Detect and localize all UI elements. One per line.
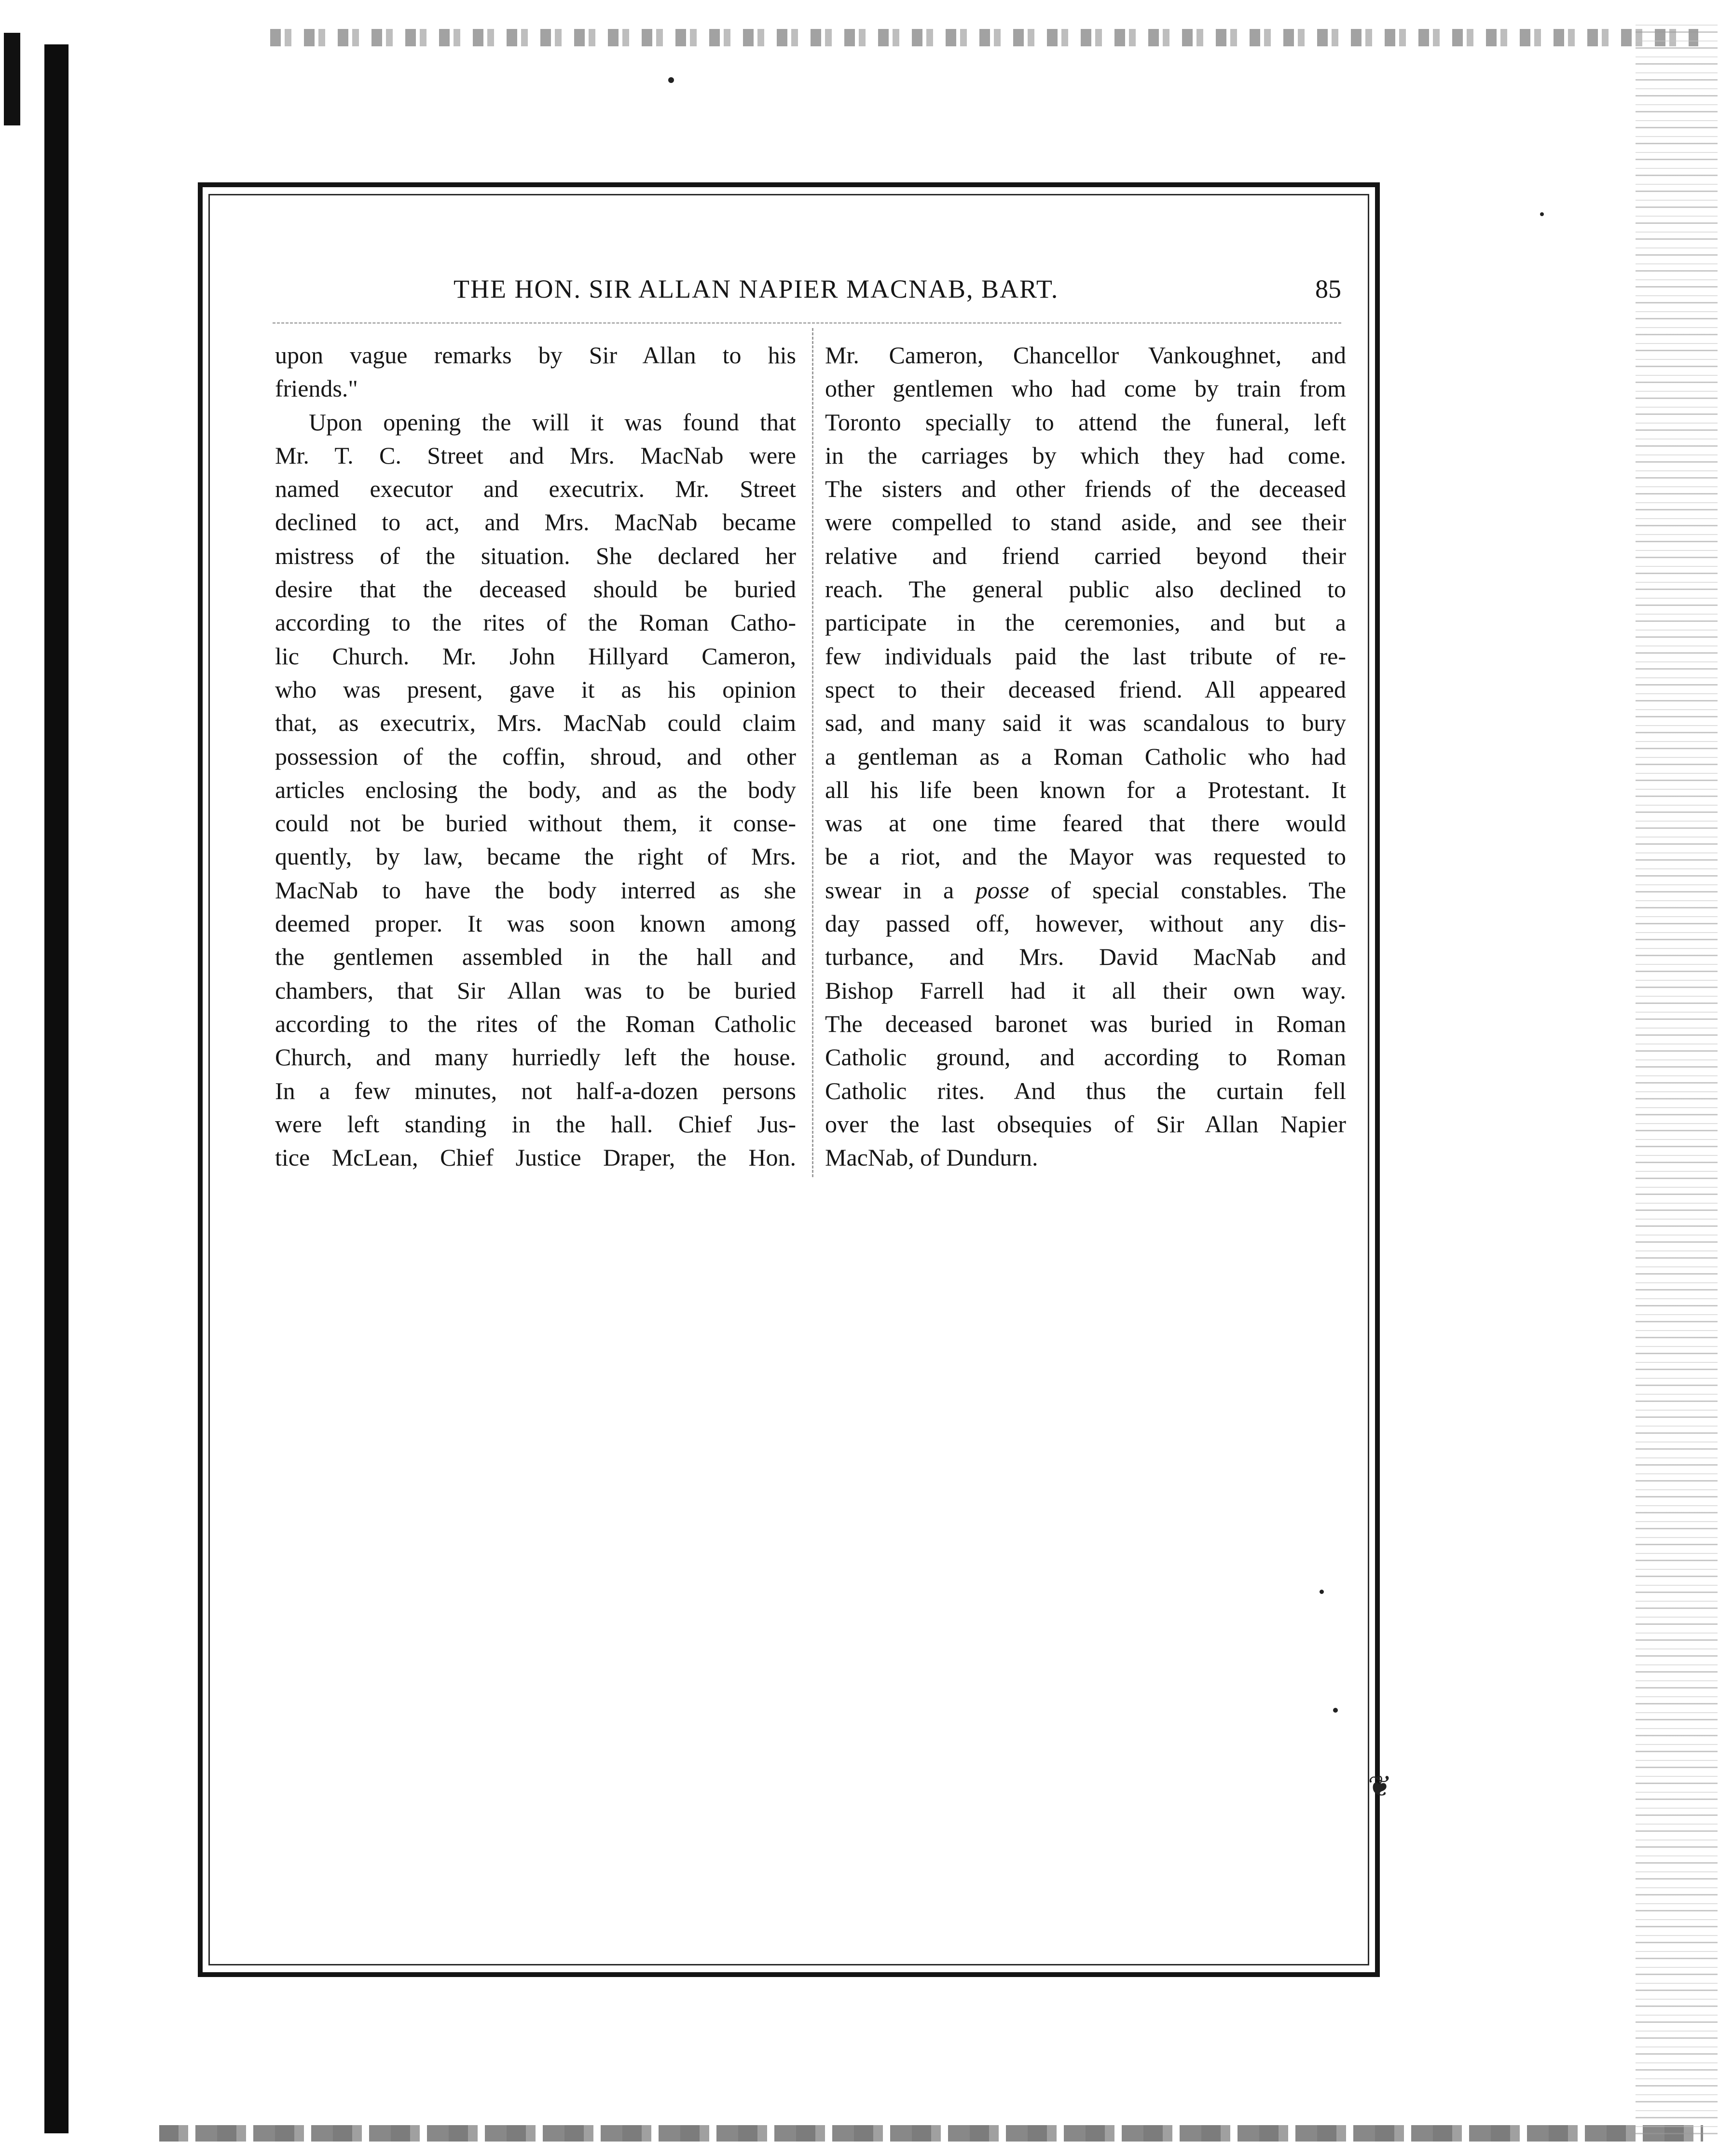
text-line: Catholic ground, and according to Roman <box>825 1044 1346 1071</box>
text-line: Mr. T. C. Street and Mrs. MacNab were <box>275 441 796 469</box>
text-line: swear in a posse of special constables. The <box>825 876 1347 904</box>
text-line: over the last obsequies of Sir Allan Napier <box>825 1110 1346 1138</box>
text-line: the gentlemen assembled in the hall and <box>275 943 796 971</box>
text-line: Bishop Farrell had it all their own way. <box>825 976 1346 1004</box>
text-line: lic Church. Mr. John Hillyard Cameron, <box>275 642 796 670</box>
text-line: other gentlemen who had come by train from <box>825 375 1346 402</box>
text-line: named executor and executrix. Mr. Street <box>275 475 796 503</box>
text-line: few individuals paid the last tribute of re- <box>825 642 1346 670</box>
text-line: a gentleman as a Roman Catholic who had <box>825 742 1346 770</box>
column-divider <box>812 328 813 1177</box>
text-line: participate in the ceremonies, and but a <box>825 609 1346 636</box>
text-line: according to the rites of the Roman Catho- <box>275 609 796 636</box>
text-line: was at one time feared that there would <box>825 810 1346 837</box>
text-line: upon vague remarks by Sir Allan to his <box>275 342 796 369</box>
text-line: Toronto specially to attend the funeral, left <box>825 408 1346 436</box>
text-line: possession of the coffin, shroud, and other <box>275 742 796 770</box>
text-line: tice McLean, Chief Justice Draper, the Hon. <box>275 1144 796 1171</box>
scan-bottom-noise <box>159 2125 1703 2142</box>
scan-speck <box>668 77 674 83</box>
text-line: all his life been known for a Protestant. It <box>825 776 1346 803</box>
scan-top-noise <box>270 29 1698 46</box>
scan-edge-mark <box>4 33 20 125</box>
text-line: declined to act, and Mrs. MacNab became <box>275 508 796 536</box>
text-line: that, as executrix, Mrs. MacNab could claim <box>275 709 796 737</box>
text-line: MacNab, of Dundurn. <box>825 1144 1038 1171</box>
text-line: In a few minutes, not half-a-dozen persons <box>275 1077 796 1104</box>
text-line: chambers, that Sir Allan was to be buried <box>275 976 796 1004</box>
text-line: spect to their deceased friend. All appeared <box>825 675 1346 703</box>
left-column <box>275 339 796 1174</box>
ornament-icon: ❦ <box>1368 1771 1392 1802</box>
text-line: sad, and many said it was scandalous to bury <box>825 709 1346 737</box>
right-column <box>825 339 1346 1174</box>
text-line: Mr. Cameron, Chancellor Vankoughnet, and <box>825 342 1346 369</box>
text-line: be a riot, and the Mayor was requested to <box>825 843 1346 870</box>
scan-left-border <box>44 44 69 2133</box>
text-line: who was present, gave it as his opinion <box>275 675 796 703</box>
text-line: reach. The general public also declined to <box>825 576 1346 603</box>
text-line: friends." <box>275 375 358 402</box>
text-line: could not be buried without them, it conse- <box>275 810 796 837</box>
text-line: Catholic rites. And thus the curtain fell <box>825 1077 1346 1104</box>
italic-word: posse <box>975 876 1029 904</box>
header-rule <box>273 322 1341 324</box>
text-line: The sisters and other friends of the deceased <box>825 475 1346 503</box>
text-line: The deceased baronet was buried in Roman <box>825 1010 1346 1037</box>
running-head <box>454 274 1351 313</box>
text-line: Church, and many hurriedly left the house. <box>275 1044 796 1071</box>
text-line: articles enclosing the body, and as the body <box>275 776 796 803</box>
text-line: according to the rites of the Roman Catholic <box>275 1010 796 1037</box>
text-line: desire that the deceased should be buried <box>275 576 796 603</box>
text-line: in the carriages by which they had come. <box>825 441 1346 469</box>
text-line: relative and friend carried beyond their <box>825 542 1346 569</box>
text-line: mistress of the situation. She declared her <box>275 542 796 569</box>
text-line: were left standing in the hall. Chief Jus- <box>275 1110 796 1138</box>
text-line: quently, by law, became the right of Mrs. <box>275 843 796 870</box>
text-line: turbance, and Mrs. David MacNab and <box>825 943 1346 971</box>
text-line: Upon opening the will it was found that <box>309 408 796 436</box>
text-line: MacNab to have the body interred as she <box>275 876 796 904</box>
text-line: deemed proper. It was soon known among <box>275 910 796 937</box>
text-line: were compelled to stand aside, and see their <box>825 508 1346 536</box>
text-line: day passed off, however, without any dis- <box>825 910 1346 937</box>
scan-right-noise <box>1636 19 1718 2142</box>
page-number: 85 <box>1315 275 1341 303</box>
page-title: THE HON. SIR ALLAN NAPIER MACNAB, BART. <box>454 275 1059 303</box>
scan-speck <box>1540 212 1544 216</box>
